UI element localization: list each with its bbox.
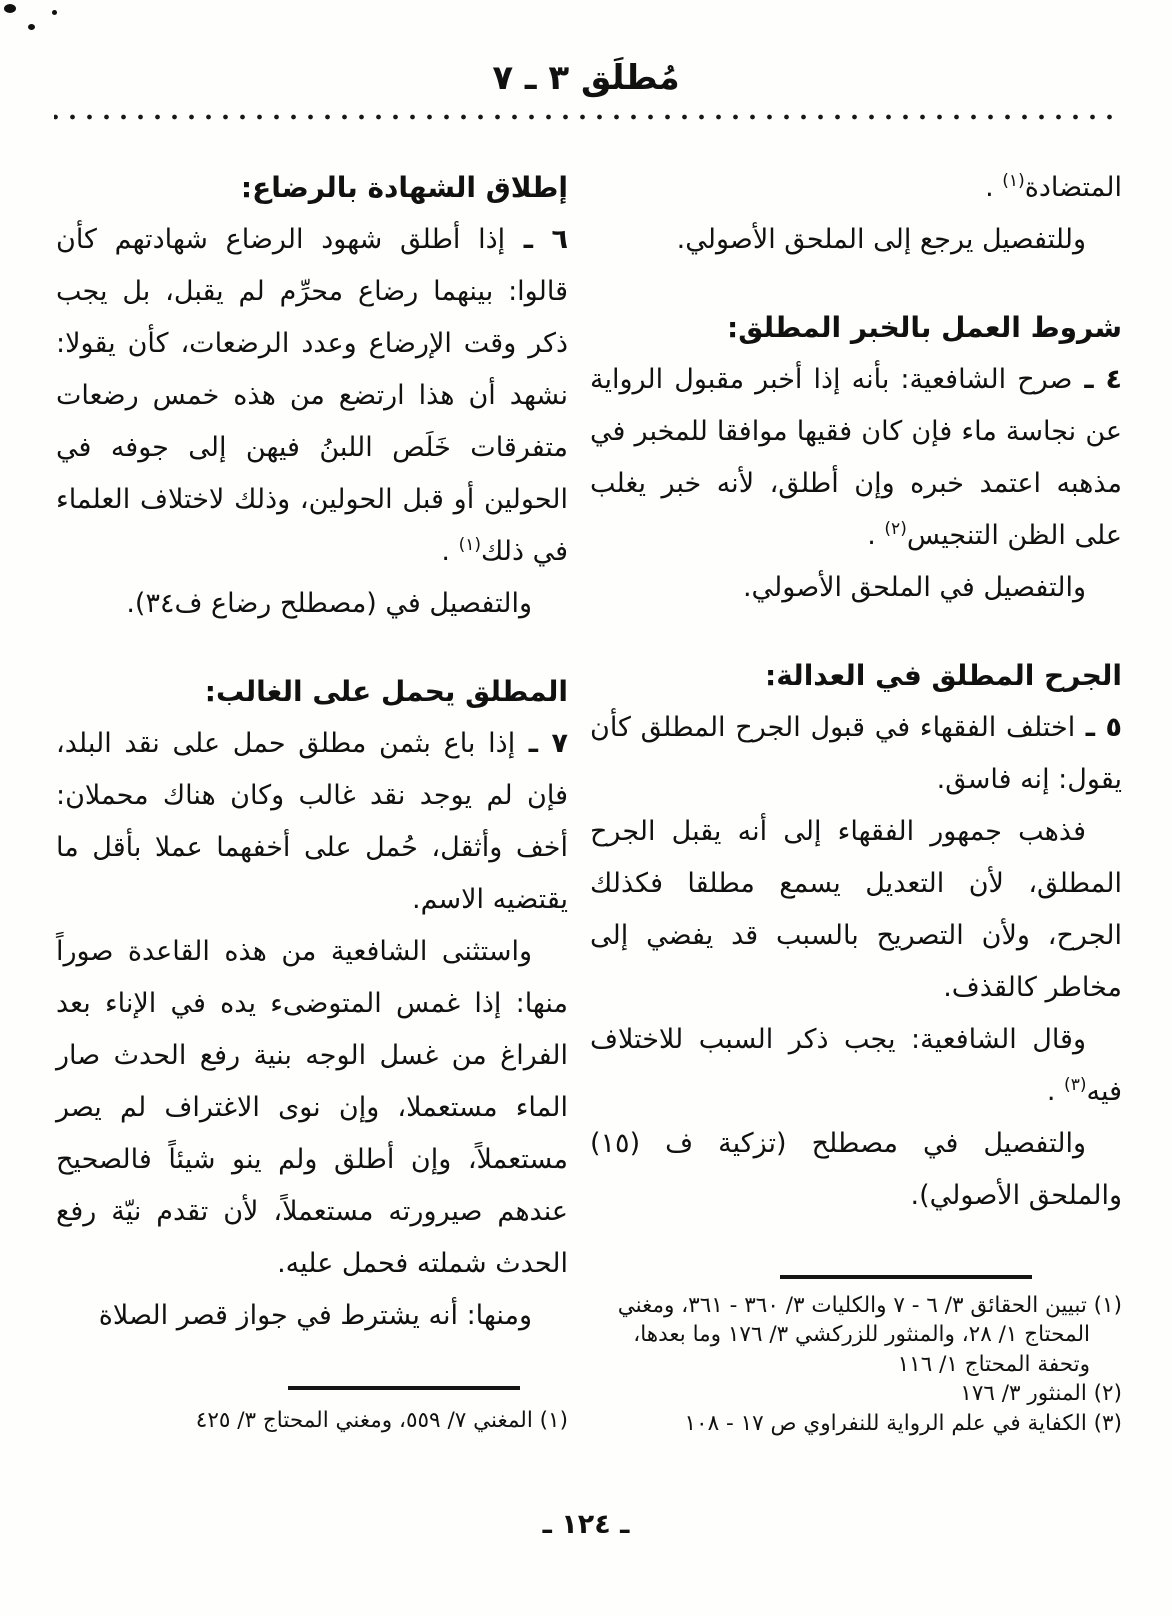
section-heading: [56, 162, 568, 214]
page-title: مُطلَق ٣ ـ ٧: [492, 58, 680, 98]
column-left: [56, 162, 568, 1438]
text-run: المتضادة: [1024, 172, 1122, 203]
section-heading: [590, 650, 1122, 702]
scan-speck: [28, 24, 35, 30]
scan-speck: [52, 10, 57, 15]
paragraph-number: ٧ ـ: [515, 728, 569, 759]
paragraph: [56, 578, 568, 630]
text-run: صرح الشافعية: بأنه إذا أخبر مقبول الرواية عن نجاسة ماء فإن كان فقيها موافقا للمخبر في مذهبه اعتمد خبره وإن أطلق، لأنه خبر يغلب على الظن التنجيس: [590, 364, 1122, 551]
footnote-list: [590, 1291, 1122, 1439]
text-run: وللتفصيل يرجع إلى الملحق الأصولي.: [676, 224, 1086, 255]
paragraph: [56, 718, 568, 926]
text-run: شروط العمل بالخبر المطلق:: [727, 311, 1122, 344]
footnote-marker: (٣): [1064, 1075, 1087, 1095]
footnote-marker: (٢): [884, 519, 907, 539]
text-run: إطلاق الشهادة بالرضاع:: [240, 171, 568, 204]
paragraph: [56, 1290, 568, 1342]
text-run: والتفصيل في (مصطلح رضاع ف٣٤).: [126, 588, 532, 619]
section-heading: [590, 302, 1122, 354]
column-left-text: [56, 162, 568, 1342]
page-number: ـ ١٢٤ ـ: [542, 1509, 630, 1540]
text-run: إذا باع بثمن مطلق حمل على نقد البلد، فإن لم يوجد نقد غالب وكان هناك محملان: أخف وأثقل، حُمل على أخفهما عملا بأقل ما يقتضيه الاسم.: [56, 728, 568, 915]
footnote-item: (١) تبيين الحقائق ٣/ ٦ - ٧ والكليات ٣/ ٣٦٠ - ٣٦١، ومغني المحتاج ١/ ٢٨، والمنثور للزركشي ٣/ ١٧٦ وما بعدها، وتحفة المحتاج ١/ ١١٦: [617, 1292, 1122, 1377]
text-run: والتفصيل في الملحق الأصولي.: [742, 572, 1086, 603]
text-run: .: [1046, 1076, 1065, 1107]
paragraph-number: ٦ ـ: [505, 224, 568, 255]
text-run: المطلق يحمل على الغالب:: [204, 675, 568, 708]
paragraph: [590, 1118, 1122, 1222]
text-run: وقال الشافعية: يجب ذكر السبب للاختلاف فيه: [590, 1024, 1122, 1107]
text-run: اختلف الفقهاء في قبول الجرح المطلق كأن يقول: إنه فاسق.: [590, 712, 1122, 795]
text-run: .: [985, 172, 1003, 203]
paragraph: [590, 162, 1122, 214]
page-header: [0, 0, 1172, 120]
footnote-separator-rule: [288, 1386, 520, 1390]
scan-speck: [4, 4, 16, 13]
paragraph: [56, 926, 568, 1290]
paragraph-number: ٥ ـ: [1075, 712, 1123, 743]
footnote-item: (٢) المنثور ٣/ ١٧٦: [960, 1381, 1122, 1406]
paragraph: [56, 214, 568, 578]
footnote-marker: (١): [1002, 171, 1025, 191]
paragraph: [590, 214, 1122, 266]
text-run: واستثنى الشافعية من هذه القاعدة صوراً منها: إذا غمس المتوضىء يده في الإناء بعد الفراغ من غسل الوجه بنية رفع الحدث صار الماء مستعملا، وإن نوى الاغتراف لم يصر مستعملاً، وإن أطلق ولم ينو شيئاً فالصحيح عندهم صيرورته مستعملاً، لأن تقدم نيّة رفع الحدث شملته فحمل عليه.: [56, 936, 568, 1279]
paragraph: [590, 1014, 1122, 1118]
text-run: .: [441, 536, 459, 567]
column-right-text: [590, 162, 1122, 1222]
footnote-list: [56, 1404, 568, 1438]
text-run: الجرح المطلق في العدالة:: [765, 659, 1122, 692]
paragraph: [590, 806, 1122, 1014]
column-left-footnotes: [56, 1386, 568, 1438]
text-run: .: [867, 520, 885, 551]
footnote-separator-rule: [780, 1275, 1032, 1279]
text-run: والتفصيل في مصطلح (تزكية ف (١٥) والملحق الأصولي).: [590, 1128, 1122, 1211]
footnote-item: (١) المغني ٧/ ٥٥٩، ومغني المحتاج ٣/ ٤٢٥: [195, 1408, 568, 1433]
paragraph: [590, 702, 1122, 806]
paragraph-number: ٤ ـ: [1072, 364, 1122, 395]
column-right-footnotes: [590, 1275, 1122, 1439]
footnote-item: (٣) الكفاية في علم الرواية للنفراوي ص ١٧ - ١٠٨: [684, 1410, 1122, 1436]
header-dotted-rule: [54, 114, 1118, 120]
text-run: فذهب جمهور الفقهاء إلى أنه يقبل الجرح المطلق، لأن التعديل يسمع مطلقا فكذلك الجرح، ولأن التصريح بالسبب قد يفضي إلى مخاطر كالقذف.: [590, 816, 1122, 1003]
paragraph: [590, 354, 1122, 562]
paragraph: [590, 562, 1122, 614]
two-column-body: [56, 162, 1122, 1438]
column-right: [590, 162, 1122, 1438]
section-heading: [56, 666, 568, 718]
text-run: ومنها: أنه يشترط في جواز قصر الصلاة: [98, 1300, 532, 1331]
text-run: إذا أطلق شهود الرضاع شهادتهم كأن قالوا: بينهما رضاع محرِّم لم يقبل، بل يجب ذكر وقت الإرضاع وعدد الرضعات، كأن يقولا: نشهد أن هذا ارتضع من هذه خمس رضعات متفرقات خَلَص اللبنُ فيهن إلى جوفه في الحولين أو قبل الحولين، وذلك لاختلاف العلماء في ذلك: [56, 224, 568, 567]
footnote-marker: (١): [458, 535, 481, 555]
